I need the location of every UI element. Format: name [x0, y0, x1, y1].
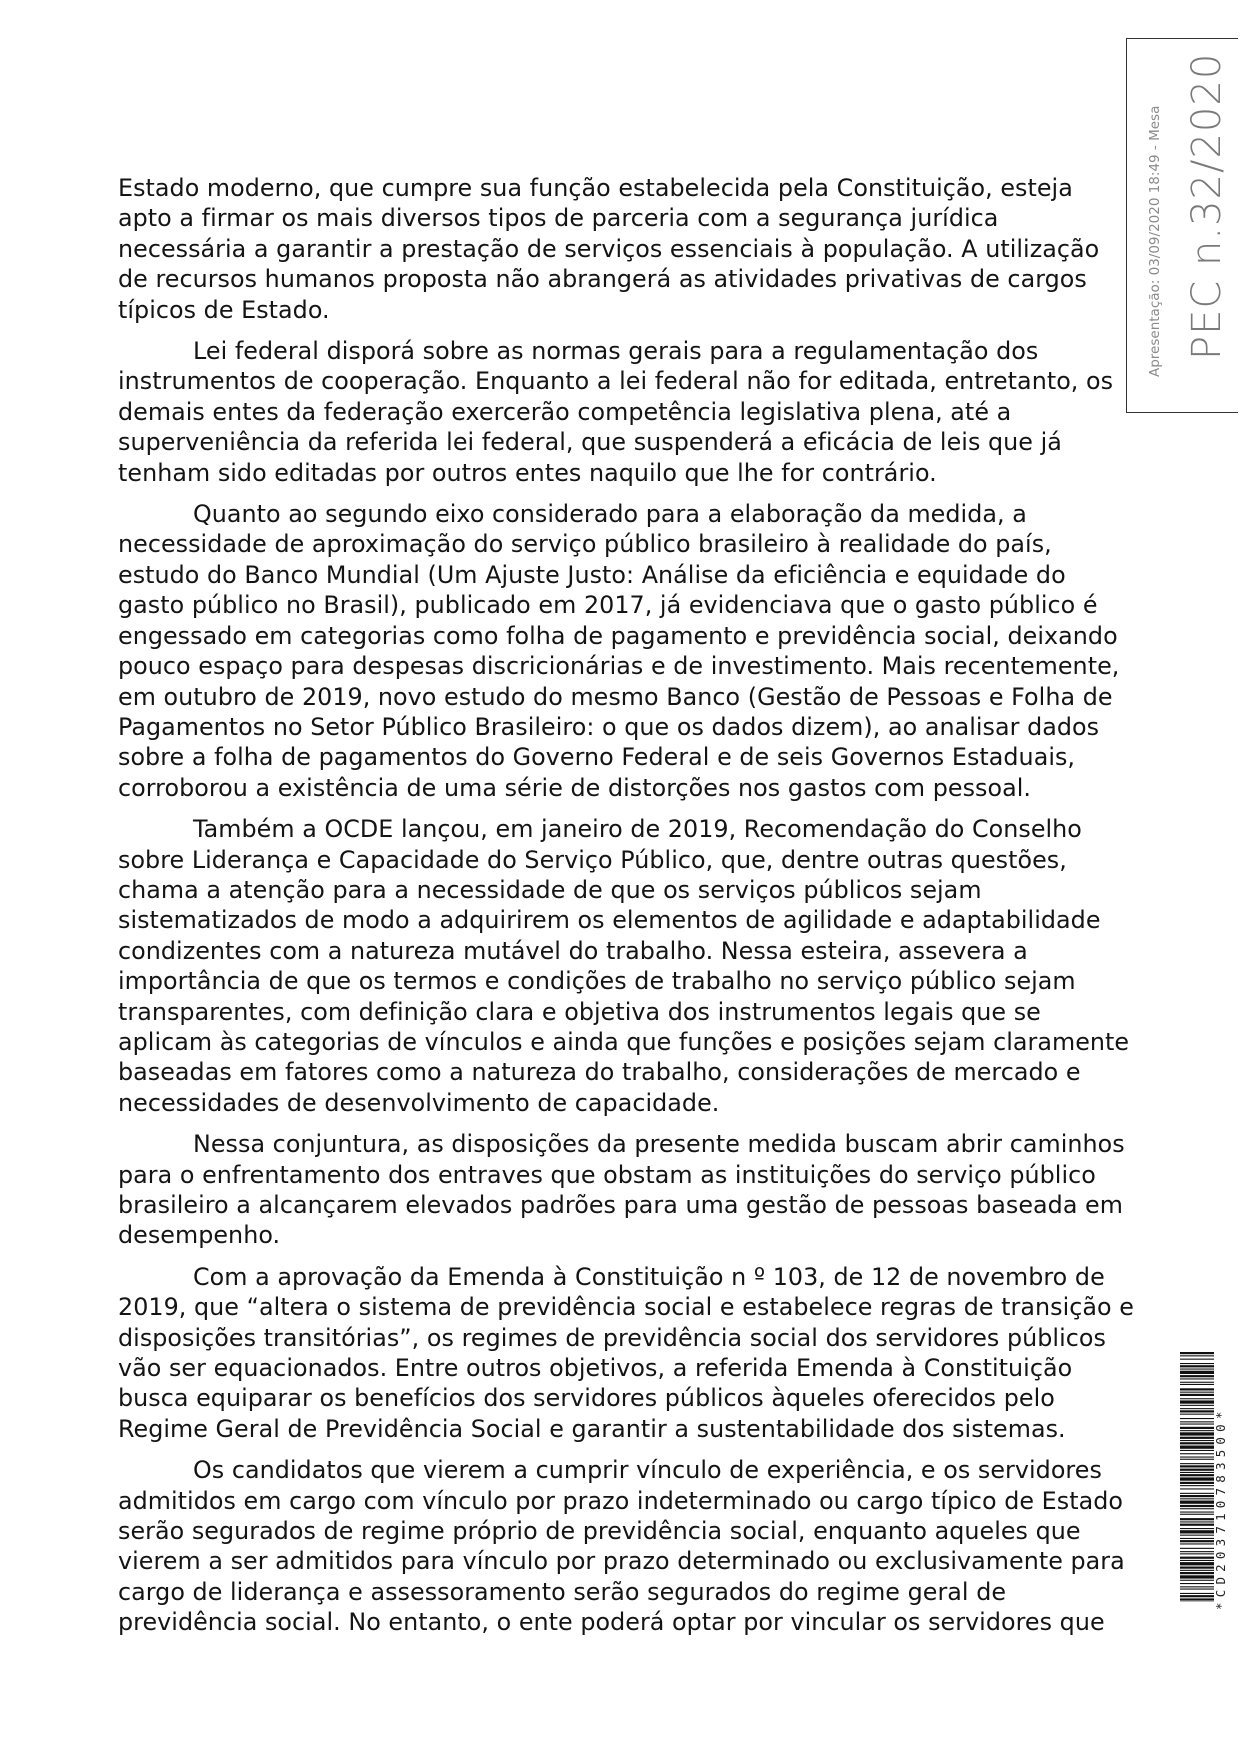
barcode-bar [1180, 1365, 1214, 1367]
text-line: tenham sido editadas por outros entes naquilo que lhe for contrário. [118, 458, 937, 487]
text-line: Lei federal disporá sobre as normas gerais para a regulamentação dos [193, 337, 1039, 366]
text-line: Nessa conjuntura, as disposições da presente medida buscam abrir caminhos [193, 1130, 1125, 1159]
barcode-bar [1180, 1408, 1214, 1409]
barcode-bar [1180, 1493, 1214, 1494]
barcode-bar [1180, 1384, 1214, 1385]
barcode-bar [1180, 1524, 1214, 1526]
barcode-bar [1180, 1521, 1214, 1522]
stamp-date-text: Apresentação: 03/09/2020 18:49 - Mesa [1147, 105, 1163, 377]
text-line: chama a atenção para a necessidade de que os serviços públicos sejam [118, 875, 982, 904]
barcode-bar [1180, 1485, 1214, 1486]
text-line: aplicam às categorias de vínculos e ainda que funções e posições sejam claramente [118, 1027, 1130, 1056]
barcode-bar [1180, 1562, 1214, 1565]
text-line: admitidos em cargo com vínculo por prazo indeterminado ou cargo típico de Estado [118, 1486, 1123, 1515]
text-line: gasto público no Brasil), publicado em 2017, já evidenciava que o gasto público é [118, 591, 1098, 620]
barcode-bar [1180, 1469, 1214, 1471]
barcode-bar [1180, 1593, 1214, 1594]
text-line: engessado em categorias como folha de pagamento e previdência social, deixando [118, 621, 1118, 650]
paragraph-6 [118, 1262, 1178, 1444]
text-line: necessidades de desenvolvimento de capacidade. [118, 1088, 720, 1117]
barcode-bar [1180, 1355, 1214, 1356]
barcode-bar [1180, 1553, 1214, 1554]
barcode-bar [1180, 1512, 1214, 1513]
barcode-bar [1180, 1482, 1214, 1484]
barcode-bar [1180, 1378, 1214, 1379]
barcode-bar [1180, 1369, 1214, 1370]
barcode-bar [1180, 1570, 1214, 1571]
text-line: estudo do Banco Mundial (Um Ajuste Justo: Análise da eficiência e equidade do [118, 560, 1066, 589]
barcode-bar [1180, 1586, 1214, 1587]
barcode-bar [1180, 1414, 1214, 1415]
text-line: importância de que os termos e condições de trabalho no serviço público sejam [118, 967, 1076, 996]
barcode-bar [1180, 1432, 1214, 1435]
text-line: Também a OCDE lançou, em janeiro de 2019, Recomendação do Conselho [193, 815, 1082, 844]
barcode-bar [1180, 1498, 1214, 1499]
barcode-bar [1180, 1398, 1214, 1399]
paragraph-1 [118, 173, 1178, 325]
barcode-bar [1180, 1583, 1214, 1584]
text-line: corroborou a existência de uma série de distorções nos gastos com pessoal. [118, 773, 1031, 802]
barcode-bar [1180, 1548, 1214, 1549]
barcode-bar [1180, 1505, 1214, 1507]
text-line: Quanto ao segundo eixo considerado para a elaboração da medida, a [193, 500, 1027, 529]
barcode-bar [1180, 1463, 1214, 1464]
barcode-bar [1180, 1595, 1214, 1597]
barcode-bar [1180, 1388, 1214, 1390]
text-line: superveniência da referida lei federal, que suspenderá a eficácia de leis que já [118, 428, 1062, 457]
text-line: vierem a ser admitidos para vínculo por prazo determinado ou exclusivamente para [118, 1547, 1125, 1576]
text-line: sobre Liderança e Capacidade do Serviço Público, que, dentre outras questões, [118, 845, 1067, 874]
barcode-bar [1180, 1459, 1214, 1460]
text-line: condizentes com a natureza mutável do trabalho. Nessa esteira, assevera a [118, 936, 1028, 965]
paragraph-2 [118, 336, 1178, 488]
barcode-bar [1180, 1530, 1214, 1533]
text-line: para o enfrentamento dos entraves que obstam as instituições do serviço público [118, 1160, 1096, 1189]
barcode-bar [1180, 1514, 1214, 1515]
text-line: busca equiparar os benefícios dos servidores públicos àqueles oferecidos pelo [118, 1384, 1055, 1413]
text-line: Pagamentos no Setor Público Brasileiro: o que os dados dizem), ao analisar dados [118, 712, 1100, 741]
barcode-bar [1180, 1508, 1214, 1509]
barcode-bar [1180, 1538, 1214, 1539]
barcode-bar [1180, 1450, 1214, 1451]
barcode-bar [1180, 1598, 1214, 1600]
text-line: Regime Geral de Previdência Social e garantir a sustentabilidade dos sistemas. [118, 1414, 1066, 1443]
barcode-bar [1180, 1430, 1214, 1431]
text-line: disposições transitórias”, os regimes de previdência social dos servidores públicos [118, 1323, 1106, 1352]
text-line: brasileiro a alcançarem elevados padrões para uma gestão de pessoas baseada em [118, 1191, 1123, 1219]
barcode-bar [1180, 1472, 1214, 1473]
text-line: instrumentos de cooperação. Enquanto a lei federal não for editada, entretanto, os [118, 367, 1114, 396]
text-line: necessária a garantir a prestação de serviços essenciais à população. A utilização [118, 234, 1100, 263]
barcode-bar [1180, 1518, 1214, 1520]
text-line: previdência social. No entanto, o ente poderá optar por vincular os servidores que [118, 1608, 1105, 1637]
barcode-bar [1180, 1382, 1214, 1383]
barcode-bar [1180, 1572, 1214, 1574]
barcode-bar [1180, 1580, 1214, 1581]
barcode-bar [1180, 1474, 1214, 1476]
paragraph-5 [118, 1129, 1178, 1251]
barcode-bar [1180, 1495, 1214, 1497]
barcode-bar [1180, 1453, 1214, 1454]
text-line: Os candidatos que vierem a cumprir vínculo de experiência, e os servidores [193, 1456, 1102, 1485]
text-line: sobre a folha de pagamentos do Governo Federal e de seis Governos Estaduais, [118, 743, 1076, 772]
text-line: Com a aprovação da Emenda à Constituição n º 103, de 12 de novembro de [193, 1262, 1105, 1291]
barcode-bar [1180, 1405, 1214, 1406]
text-line: serão segurados de regime próprio de previdência social, enquanto aqueles que [118, 1517, 1081, 1546]
barcode-bar [1180, 1359, 1214, 1360]
text-line: transparentes, com definição clara e objetiva dos instrumentos legais que se [118, 997, 1041, 1026]
barcode-bar [1180, 1424, 1214, 1425]
barcode-bar [1180, 1427, 1214, 1429]
text-line: vão ser equacionados. Entre outros objetivos, a referida Emenda à Constituição [118, 1354, 1073, 1383]
stamp-document-number: PEC n.32/2020 [1184, 52, 1230, 360]
barcode-bar [1180, 1400, 1214, 1403]
document-body [118, 173, 1178, 1649]
barcode-bar [1180, 1488, 1214, 1489]
barcode-bar [1180, 1371, 1214, 1374]
text-line: Estado moderno, que cumpre sua função estabelecida pela Constituição, esteja [118, 174, 1073, 202]
text-line: típicos de Estado. [118, 295, 330, 324]
text-line: baseadas em fatores como a natureza do trabalho, considerações de mercado e [118, 1058, 1081, 1087]
paragraph-7 [118, 1455, 1178, 1637]
barcode-bar [1180, 1421, 1214, 1422]
barcode-bar [1180, 1375, 1214, 1377]
barcode-bar [1180, 1410, 1214, 1412]
text-line: desempenho. [118, 1221, 281, 1250]
barcode-bar [1180, 1560, 1214, 1561]
barcode-bar [1180, 1392, 1214, 1393]
barcode-bar [1180, 1394, 1214, 1396]
text-line: apto a firmar os mais diversos tipos de parceria com a segurança jurídica [118, 204, 999, 233]
text-line: sistematizados de modo a adquirirem os elementos de agilidade e adaptabilidade [118, 906, 1101, 935]
barcode-number: *CD203710783500* [1213, 1406, 1228, 1610]
barcode-bar [1180, 1352, 1214, 1354]
text-line: em outubro de 2019, novo estudo do mesmo Banco (Gestão de Pessoas e Folha de [118, 682, 1113, 711]
text-line: de recursos humanos proposta não abrangerá as atividades privativas de cargos [118, 265, 1087, 294]
text-line: cargo de liderança e assessoramento serão segurados do regime geral de [118, 1577, 1007, 1606]
barcode-bar [1180, 1589, 1214, 1590]
barcode-bar [1180, 1465, 1214, 1467]
text-line: demais entes da federação exercerão competência legislativa plena, até a [118, 397, 1012, 426]
barcode-bar [1180, 1440, 1214, 1441]
paragraph-3 [118, 499, 1178, 803]
barcode-icon [1180, 1352, 1214, 1602]
barcode-bar [1180, 1557, 1214, 1559]
barcode-bar [1180, 1575, 1214, 1578]
barcode-bar [1180, 1551, 1214, 1552]
barcode-bar [1180, 1477, 1214, 1480]
barcode-bar [1180, 1418, 1214, 1419]
paragraph-4 [118, 814, 1178, 1118]
barcode-bar [1180, 1363, 1214, 1364]
barcode-bar [1180, 1543, 1214, 1544]
text-line: 2019, que “altera o sistema de previdência social e estabelece regras de transição e [118, 1293, 1134, 1322]
text-line: necessidade de aproximação do serviço público brasileiro à realidade do país, [118, 530, 1052, 559]
barcode-bar [1180, 1457, 1214, 1458]
barcode-bar [1180, 1442, 1214, 1444]
text-line: pouco espaço para despesas discricionárias e de investimento. Mais recentemente, [118, 652, 1120, 681]
barcode-bar [1180, 1501, 1214, 1504]
barcode-bar [1180, 1437, 1214, 1439]
barcode-bar [1180, 1535, 1214, 1536]
barcode-bar [1180, 1567, 1214, 1569]
barcode-bar [1180, 1540, 1214, 1542]
barcode-bar [1180, 1446, 1214, 1449]
barcode-bar [1180, 1528, 1214, 1529]
